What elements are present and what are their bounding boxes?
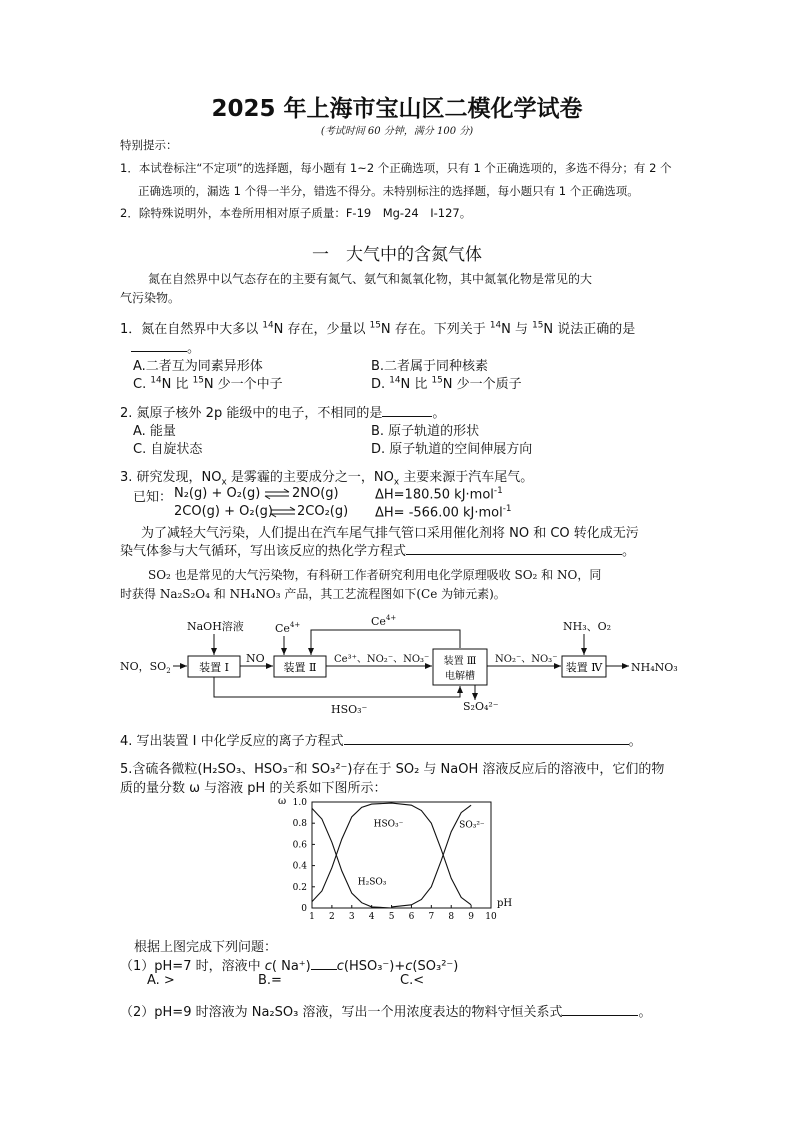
q3-known-label: 已知：: [133, 490, 173, 505]
exam-title: 2025 年上海市宝山区二模化学试卷: [211, 96, 583, 122]
q4-stem: [120, 730, 642, 749]
q5-line-1: 5.含硫各微粒(H₂SO₃、HSO₃⁻和 SO₃²⁻)存在于 SO₂ 与 NaOH 溶液反应后的溶液中，它们的物: [120, 762, 665, 777]
x-tick-label: 9: [468, 912, 474, 922]
q4-stem-text: 4. 写出装置 Ⅰ 中化学反应的离子方程式: [120, 734, 344, 749]
c-italic: c: [405, 959, 413, 974]
sub-x: x: [221, 477, 227, 488]
device-4-label: 装置 Ⅳ: [565, 661, 603, 674]
c-italic: c: [264, 959, 272, 974]
naoh-label: NaOH溶液: [187, 620, 244, 633]
q3-eq1-dh: [375, 486, 503, 502]
iso-15: 15: [192, 375, 204, 386]
x-tick-label: 10: [485, 912, 497, 922]
q1-stem-part: N 存在。下列关于: [380, 322, 490, 337]
opt-part: N 比: [400, 377, 432, 392]
process-flow-diagram: [115, 612, 715, 720]
x-tick-label: 2: [329, 912, 335, 922]
q2-end: 。: [432, 406, 446, 421]
q5-option-c[interactable]: C.<: [400, 973, 425, 988]
x-tick-label: 6: [408, 912, 415, 922]
q1-answer-line[interactable]: [131, 337, 200, 356]
q3-para-line-1: 为了减轻大气污染，人们提出在汽车尾气排气管口采用催化剂将 NO 和 CO 转化成无污: [141, 526, 639, 541]
q3-stem: [120, 466, 533, 488]
so2-intro-line-1: SO₂ 也是常见的大气污染物，有科研工作者研究利用电化学原理吸收 SO₂ 和 NO，同: [148, 568, 602, 582]
c-italic: c: [336, 959, 344, 974]
x-tick-label: 4: [368, 912, 375, 922]
q5-sub1-blank[interactable]: [311, 957, 337, 970]
q2-option-d[interactable]: D. 原子轨道的空间伸展方向: [371, 442, 533, 457]
x-axis-label: pH: [497, 898, 513, 909]
q2-option-c[interactable]: C. 自旋状态: [133, 442, 203, 457]
equilibrium-arrow-icon: [270, 505, 296, 519]
q1-stem-part: N 存在，少量以: [273, 322, 370, 337]
q3-eq2-right: 2CO₂(g): [297, 504, 349, 519]
dh-text: ΔH= -566.00 kJ·mol: [375, 505, 503, 521]
section-intro-line-2: 气污染物。: [120, 291, 181, 305]
y-tick-label: 1.0: [292, 798, 307, 808]
note-1-line-2: 正确选项的，漏选 1 个得一半分，错选不得分。未特别标注的选择题，每小题只有 1 个正确选项。: [138, 184, 639, 198]
input-label: NO，$SO_2$: [120, 660, 171, 675]
ce4-top-label: [275, 621, 300, 635]
ce-text: Ce: [275, 622, 290, 635]
q2-blank[interactable]: [382, 404, 432, 417]
q1-blank[interactable]: [131, 339, 187, 352]
no-label: NO: [246, 652, 265, 665]
device-2-label: 装置 Ⅱ: [283, 661, 317, 674]
mid-ions-label: Ce³⁺、NO₂⁻、NO₃⁻: [334, 654, 430, 665]
x-tick-label: 8: [448, 912, 455, 922]
device-1-label: 装置 Ⅰ: [199, 661, 229, 674]
opt-part: N 少一个质子: [442, 377, 522, 392]
iso-15: 15: [369, 320, 381, 331]
q5-sub1: [120, 955, 458, 974]
input-text: NO，SO: [120, 660, 167, 673]
dh-text: ΔH=180.50 kJ·mol: [375, 487, 494, 503]
q1-stem-part: N 说法正确的是: [543, 322, 636, 337]
q3-line2-text: 染气体参与大气循环，写出该反应的热化学方程式: [120, 544, 407, 559]
q1-stem-part: 1．氮在自然界中大多以: [120, 322, 263, 337]
device-3-label-a: 装置 Ⅲ: [443, 656, 477, 667]
q5-option-b[interactable]: B.=: [258, 973, 282, 988]
series-label-2: SO₃²⁻: [459, 820, 485, 831]
q3-eq2-left: 2CO(g) + O₂(g): [174, 504, 273, 519]
series-label-1: HSO₃⁻: [373, 819, 404, 830]
x-tick-label: 7: [428, 912, 435, 922]
series-label-0: H₂SO₃: [357, 877, 387, 888]
ce-text: Ce: [371, 615, 386, 628]
ce4-mid-label: [371, 614, 396, 628]
y-tick-label: 0.2: [292, 882, 307, 893]
plot-frame: [312, 802, 491, 908]
q5-line-2: 质的量分数 ω 与溶液 pH 的关系如下图所示：: [120, 781, 387, 796]
x-tick-label: 1: [309, 912, 315, 922]
opt-part: C.: [133, 377, 151, 392]
ce-sup: 4+: [385, 614, 397, 622]
q3-end: 。: [622, 544, 636, 559]
q5-follow: 根据上图完成下列问题：: [134, 940, 278, 955]
q2-stem: [120, 402, 445, 421]
section-title: 一 大气中的含氮气体: [312, 245, 482, 265]
product-label: NH₄NO₃: [631, 661, 678, 674]
s2o4-label: S₂O₄²⁻: [463, 700, 499, 713]
q1-option-d[interactable]: [371, 373, 522, 392]
nh3-label: NH₃、O₂: [563, 620, 612, 633]
y-tick-label: 0.6: [292, 840, 307, 851]
opt-part: N 比: [161, 377, 193, 392]
iso-14: 14: [262, 320, 274, 331]
q3-part: 是雾霾的主要成分之一，NO: [226, 470, 394, 485]
q3-part: 主要来源于汽车尾气。: [399, 470, 534, 485]
q5-end: 。: [638, 1005, 652, 1020]
q2-option-b[interactable]: B. 原子轨道的形状: [371, 424, 480, 439]
so2-intro-line-2: 时获得 Na₂S₂O₄ 和 NH₄NO₃ 产品，其工艺流程图如下(Ce 为铈元素)。: [120, 587, 506, 601]
q3-eq1-right: 2NO(g): [292, 486, 339, 501]
x-tick-label: 3: [348, 912, 355, 922]
notes-label: 特别提示：: [120, 138, 178, 152]
y-tick-label: 0.8: [292, 819, 307, 830]
arrow-hso3: [214, 677, 460, 697]
mole-fraction-chart: [270, 792, 530, 927]
q1-option-a[interactable]: A.二者互为同素异形体: [133, 359, 263, 374]
q1-option-b[interactable]: B.二者属于同种核素: [371, 359, 489, 374]
q3-part: 3. 研究发现，NO: [120, 470, 222, 485]
q1-end: 。: [187, 341, 201, 356]
iso-14: 14: [489, 320, 502, 331]
dh-exp: -1: [502, 504, 512, 514]
q3-eq2-dh: [375, 504, 512, 520]
dh-exp: -1: [493, 486, 503, 496]
q2-stem-text: 2. 氮原子核外 2p 能级中的电子，不相同的是: [120, 406, 383, 421]
sub-x: x: [393, 477, 400, 488]
iso-15: 15: [431, 375, 443, 386]
q5-part: (HSO₃⁻)+: [343, 959, 406, 974]
y-tick-label: 0: [301, 904, 307, 914]
q1-stem-part: N 与: [501, 322, 533, 337]
q1-stem: [120, 318, 635, 337]
opt-part: N 少一个中子: [203, 377, 283, 392]
q1-option-c[interactable]: [133, 373, 283, 392]
q2-option-a[interactable]: A. 能量: [133, 424, 176, 439]
hso3-label: HSO₃⁻: [331, 703, 368, 716]
q5-sub2-text: （2）pH=9 时溶液为 Na₂SO₃ 溶液，写出一个用浓度表达的物料守恒关系式: [120, 1005, 563, 1020]
q5-sub2-blank[interactable]: [562, 1003, 638, 1016]
iso-15: 15: [532, 320, 544, 331]
q5-sub2: [120, 1001, 651, 1020]
x-tick-label: 5: [388, 912, 395, 922]
y-axis-label: ω: [278, 796, 287, 807]
q3-para-line-2: [120, 540, 635, 559]
q5-part: （1）pH=7 时，溶液中: [120, 959, 265, 974]
opt-part: D.: [371, 377, 390, 392]
note-1-line-1: 1．本试卷标注“不定项”的选择题，每小题有 1~2 个正确选项，只有 1 个正确选项的，多选不得分；有 2 个: [120, 161, 672, 175]
q5-part: (SO₃²⁻): [412, 959, 459, 974]
q3-blank[interactable]: [406, 542, 622, 555]
ce-sup: 4+: [289, 621, 301, 629]
section-intro-line-1: 氮在自然界中以气态存在的主要有氮气、氨气和氮氧化物，其中氮氧化物是常见的大: [148, 272, 593, 286]
y-tick-label: 0.4: [292, 861, 307, 872]
note-2: 2．除特殊说明外，本卷所用相对原子质量：F-19 Mg-24 I-127。: [120, 206, 472, 220]
q5-option-a[interactable]: A. >: [147, 973, 175, 988]
nox-label: NO₂⁻、NO₃⁻: [495, 654, 558, 665]
q3-eq1-left: N₂(g) + O₂(g): [174, 486, 261, 501]
device-3-label-b: 电解槽: [445, 671, 475, 682]
iso-14: 14: [150, 375, 162, 386]
exam-subtitle: (考试时间 60 分钟，满分 100 分): [320, 126, 474, 137]
q4-end: 。: [628, 734, 642, 749]
q4-blank[interactable]: [344, 732, 629, 745]
iso-14: 14: [389, 375, 401, 386]
q5-part: ( Na⁺): [271, 959, 311, 974]
equilibrium-arrow-icon: [264, 487, 290, 501]
